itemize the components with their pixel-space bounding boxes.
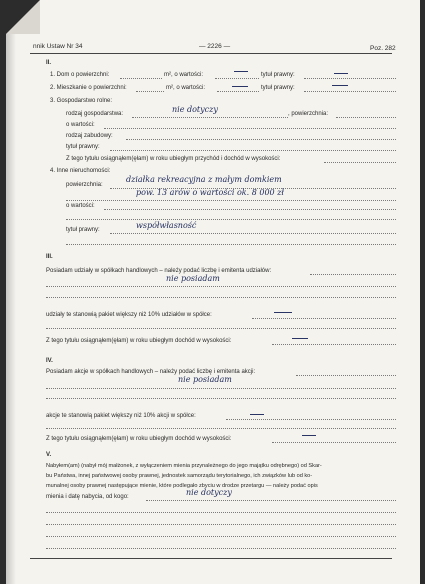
flat-title-dash <box>332 85 348 86</box>
other-title-label: tytuł prawny: <box>66 227 100 233</box>
stocks-line-2 <box>46 388 396 389</box>
shares-10pct-line-2 <box>46 328 396 329</box>
acquired-handwriting: nie dotyczy <box>186 488 232 497</box>
shares-label: Posiadam udziały w spółkach handlowych – należy podać liczbę i emitenta udziałów: <box>46 268 272 274</box>
farm-area-label: , powierzchnia: <box>288 111 329 117</box>
folded-corner-gap <box>6 0 40 34</box>
stocks-income-line <box>272 442 396 443</box>
shares-handwriting: nie posiadam <box>166 274 220 283</box>
shares-10pct-line <box>252 318 396 319</box>
stocks-10pct-dash <box>250 414 264 415</box>
section-ii-heading: II. <box>46 60 52 66</box>
section-iv-heading: IV. <box>46 358 53 364</box>
journal-title: nnik Ustaw Nr 34 <box>33 43 83 50</box>
stocks-10pct-line <box>226 419 396 420</box>
acquired-text-4: mienia i datę nabycia, od kogo: <box>46 494 129 500</box>
house-title-line <box>304 78 396 79</box>
acquired-text-2: bu Państwa, innej państwowej osoby prawnej, jednostek samorządu terytorialnego, ich związków lub od ko- <box>46 473 313 479</box>
farm-type-handwriting: nie dotyczy <box>172 105 218 114</box>
stocks-10pct-line-2 <box>46 428 396 429</box>
flat-area-line <box>136 91 164 92</box>
house-value-label: m², o wartości: <box>164 72 204 78</box>
other-title-line-2 <box>66 244 396 245</box>
other-value-line <box>104 209 396 210</box>
acquired-line-5 <box>46 548 396 549</box>
acquired-text-3: munalnej osoby prawnej następujące mienie, które podlegało zbyciu w drodze przetargu — należy podać opis <box>46 483 318 489</box>
shares-10pct-label: udziały te stanowią pakiet większy niż 10% udziałów w spółce: <box>46 312 212 318</box>
house-area-label: 1. Dom o powierzchni: <box>50 72 110 78</box>
house-title-label: tytuł prawny: <box>261 72 295 78</box>
farm-area-line <box>336 117 396 118</box>
farm-title-label: tytuł prawny: <box>66 144 100 150</box>
house-area-line <box>120 78 162 79</box>
house-value-dash <box>234 71 248 72</box>
farm-buildings-label: rodzaj zabudowy: <box>66 133 113 139</box>
stocks-income-dash <box>302 435 316 436</box>
farm-value-label: o wartości: <box>66 122 95 128</box>
flat-title-line <box>304 91 396 92</box>
other-area-line-2 <box>66 200 396 201</box>
acquired-line <box>146 500 396 501</box>
shares-income-dash <box>292 338 308 339</box>
shares-line <box>310 274 396 275</box>
stocks-line-3 <box>46 398 396 399</box>
document-page <box>6 0 420 584</box>
section-v-heading: V. <box>46 452 52 458</box>
shares-income-line <box>272 344 396 345</box>
farm-title-line <box>110 150 396 151</box>
acquired-line-2 <box>46 512 396 513</box>
flat-value-line <box>217 91 259 92</box>
section-iii-heading: III. <box>46 254 53 260</box>
acquired-line-3 <box>46 524 396 525</box>
other-property-label: 4. Inne nieruchomości: <box>50 168 111 174</box>
stocks-10pct-label: akcje te stanowią pakiet większy niż 10% akcji w spółce: <box>46 413 196 419</box>
other-title-line <box>110 233 396 234</box>
shares-income-label: Z tego tytułu osiągnąłem(ęłam) w roku ubiegłym dochód w wysokości: <box>46 338 232 344</box>
house-value-line <box>215 78 259 79</box>
farm-type-label: rodzaj gospodarstwa: <box>66 111 124 117</box>
flat-title-label: tytuł prawny: <box>261 85 295 91</box>
stocks-income-label: Z tego tytułu osiągnąłem(ęłam) w roku ubiegłym dochód w wysokości: <box>46 436 232 442</box>
position-number: Poz. 282 <box>370 45 396 52</box>
stocks-label: Posiadam akcje w spółkach handlowych – należy podać liczbę i emitenta akcji: <box>46 369 256 375</box>
house-title-dash <box>334 73 348 74</box>
page-number: — 2226 — <box>199 43 231 50</box>
page-edge-shadow <box>6 34 16 584</box>
farm-value-line <box>104 128 396 129</box>
other-area-label: powierzchnia: <box>66 182 103 188</box>
stocks-line <box>296 375 396 376</box>
flat-value-label: m², o wartości: <box>166 85 206 91</box>
shares-10pct-dash <box>274 312 292 313</box>
other-area-handwriting-1: działka rekreacyjna z małym domkiem <box>126 175 282 184</box>
flat-area-label: 2. Mieszkanie o powierzchni: <box>50 85 127 91</box>
farm-type-line <box>132 117 288 118</box>
footer-rule <box>30 558 392 559</box>
other-value-label: o wartości: <box>66 203 95 209</box>
other-title-handwriting: współwłasność <box>136 221 197 230</box>
acquired-line-4 <box>46 536 396 537</box>
flat-value-dash <box>232 86 248 87</box>
acquired-text-1: Nabyłem(am) (nabył mój małżonek, z wyłączeniem mienia przynależnego do jego majątku odrębnego) od Skar- <box>46 463 322 469</box>
shares-line-2 <box>46 286 396 287</box>
header-rule <box>30 53 392 54</box>
farm-income-line <box>324 162 396 163</box>
other-area-handwriting-2: pow. 13 arów o wartości ok. 8 000 zł <box>136 188 284 197</box>
other-value-line-2 <box>66 219 396 220</box>
shares-line-3 <box>46 297 396 298</box>
farm-income-label: Z tego tytułu osiągnąłem(ęłam) w roku ubiegłym przychód i dochód w wysokości: <box>66 156 281 162</box>
farm-label: 3. Gospodarstwo rolne: <box>50 98 113 104</box>
stocks-handwriting: nie posiadam <box>178 375 232 384</box>
farm-buildings-line <box>126 139 396 140</box>
